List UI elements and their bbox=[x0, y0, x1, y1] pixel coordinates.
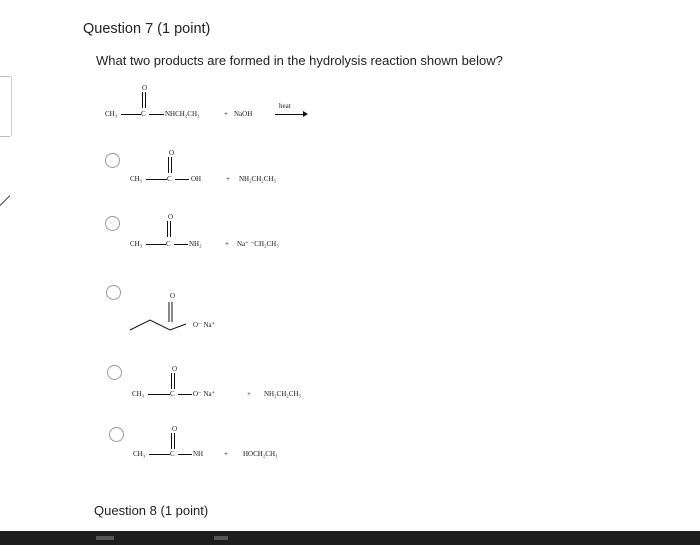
bottom-bar-item bbox=[214, 536, 228, 540]
option-right-group: O⁻ Na⁺ bbox=[193, 321, 216, 329]
option-oxygen: O bbox=[172, 365, 178, 373]
option-right-group: NH₂ bbox=[189, 240, 202, 248]
option-carbon: C bbox=[170, 450, 175, 458]
option-carbon: C bbox=[167, 175, 172, 183]
option-second-product: HOCH₂CH₃ bbox=[243, 450, 278, 458]
option-left-group: CH₃ bbox=[130, 240, 143, 248]
reactant-left-group: CH₃ bbox=[105, 110, 118, 118]
carbonyl-oxygen: O bbox=[142, 84, 148, 92]
bond bbox=[149, 454, 170, 455]
option-left-group: CH₃ bbox=[133, 450, 146, 458]
option-second-product: NH₂CH₂CH₃ bbox=[239, 175, 276, 183]
next-question-heading bbox=[94, 503, 208, 518]
reactant-carbon: C bbox=[141, 110, 146, 118]
reagent: NaOH bbox=[234, 110, 253, 118]
option-oxygen: O bbox=[170, 292, 176, 300]
plus-sign: + bbox=[224, 450, 228, 458]
option-oxygen: O bbox=[169, 149, 175, 157]
option-carbon: C bbox=[170, 390, 175, 398]
option-left-group: CH₃ bbox=[132, 390, 145, 398]
option-left-group: CH₃ bbox=[130, 175, 143, 183]
option-right-group: OH bbox=[191, 175, 202, 183]
option-second-product: Na⁺ ⁻CH₂CH₃ bbox=[237, 240, 279, 248]
bottom-bar-item bbox=[96, 536, 114, 540]
carbonyl-double-bond bbox=[171, 433, 175, 449]
question-points: (1 point) bbox=[157, 21, 211, 37]
reactant-right-group: NHCH₂CH₃ bbox=[165, 110, 200, 118]
option-carbon: C bbox=[166, 240, 171, 248]
option-second-product: NH₂CH₂CH₃ bbox=[264, 390, 301, 398]
question-prompt: What two products are formed in the hydrolysis reaction shown below? bbox=[96, 53, 503, 68]
option-right-group: O⁻ Na⁺ bbox=[193, 390, 216, 398]
option-right-group: NH bbox=[193, 450, 204, 458]
plus-sign: + bbox=[225, 240, 229, 248]
plus-sign: + bbox=[226, 175, 230, 183]
bottom-bar bbox=[0, 531, 700, 545]
question-title: Question 7 bbox=[83, 21, 154, 37]
plus-sign: + bbox=[224, 110, 228, 118]
plus-sign: + bbox=[247, 390, 251, 398]
bond bbox=[178, 454, 192, 455]
option-oxygen: O bbox=[168, 213, 174, 221]
option-oxygen: O bbox=[172, 425, 178, 433]
next-question-title: Question 8 bbox=[94, 503, 157, 518]
reaction-condition: heat bbox=[279, 102, 291, 110]
next-question-points: (1 point) bbox=[160, 503, 209, 518]
